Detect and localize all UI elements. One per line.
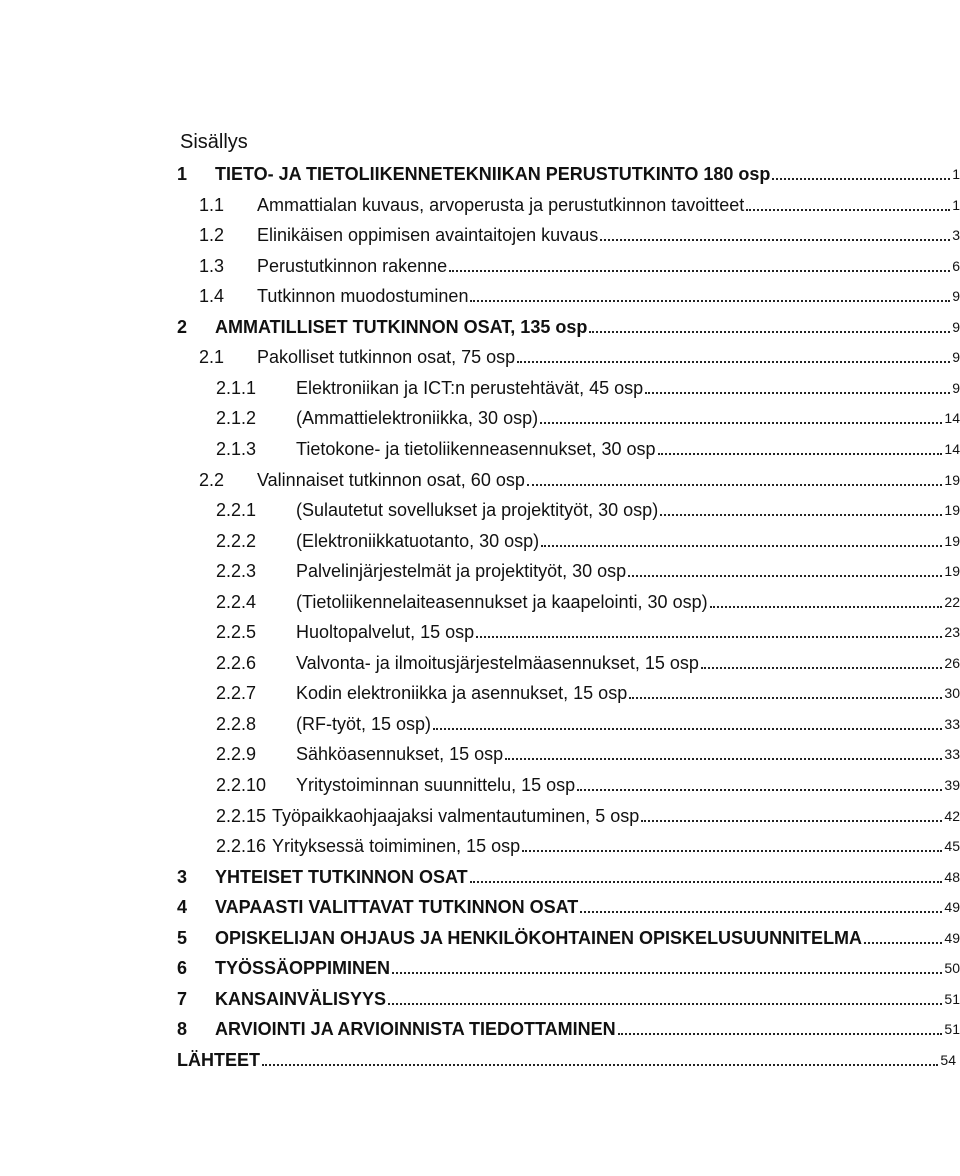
toc-entry-page-number: 3: [952, 227, 960, 244]
toc-entry-title: Ammattialan kuvaus, arvoperusta ja perustutkinnon tavoitteet: [257, 194, 745, 215]
toc-entry[interactable]: [0, 432, 960, 460]
toc-entry-page-number: 30: [944, 685, 960, 702]
toc-entry-number: 2.2.9: [216, 744, 257, 765]
toc-entry-page-number: 39: [944, 777, 960, 793]
toc-entry-title: YHTEISET TUTKINNON OSAT: [215, 866, 468, 887]
toc-dot-leader: [772, 178, 950, 180]
toc-dot-leader: [864, 942, 942, 944]
toc-entry[interactable]: [0, 890, 960, 918]
toc-entry-title: Valvonta- ja ilmoitusjärjestelmäasennukset, 15 osp: [296, 652, 699, 673]
toc-entry-number: 1.4: [199, 286, 225, 307]
toc-entry-page-number: 51: [944, 1021, 960, 1038]
toc-entry-number: 2.2.15: [216, 805, 267, 826]
toc-entry-title: Huoltopalvelut, 15 osp: [296, 622, 475, 643]
toc-entry-title: Tutkinnon muodostuminen: [257, 286, 469, 307]
toc-entry[interactable]: [0, 707, 960, 735]
toc-dot-leader: [433, 728, 942, 730]
toc-entry-title: ARVIOINTI JA ARVIOINNISTA TIEDOTTAMINEN: [215, 1019, 616, 1040]
toc-dot-leader: [600, 239, 950, 241]
toc-entry[interactable]: [0, 554, 960, 582]
toc-entry-page-number: 19: [944, 563, 960, 580]
toc-entry-page-number: 1: [952, 196, 960, 213]
toc-dot-leader: [618, 1033, 943, 1035]
toc-entry-page-number: 50: [944, 960, 960, 977]
toc-entry-page-number: 14: [944, 440, 960, 457]
toc-entry-page-number: 19: [944, 532, 960, 549]
toc-entry-number: 4: [177, 897, 188, 918]
toc-entry-number: 2.2.3: [216, 561, 257, 582]
toc-entry-title: Sähköasennukset, 15 osp: [296, 744, 504, 765]
toc-entry[interactable]: [0, 585, 960, 613]
toc-entry[interactable]: [0, 340, 960, 368]
toc-entry-page-number: 9: [952, 379, 960, 396]
toc-entry-number: 2.1.1: [216, 377, 257, 398]
toc-dot-leader: [710, 606, 943, 608]
toc-entry-number: 1.1: [199, 194, 225, 215]
toc-entry-number: 2.2.2: [216, 530, 257, 551]
toc-entry-number: 1.2: [199, 225, 225, 246]
toc-dot-leader: [746, 209, 950, 211]
toc-dot-leader: [541, 545, 942, 547]
toc-dot-leader: [540, 422, 942, 424]
toc-entry-number: 8: [177, 1019, 188, 1040]
toc-dot-leader: [629, 697, 942, 699]
toc-entry-page-number: 45: [944, 838, 960, 855]
toc-entry-number: 7: [177, 988, 188, 1009]
toc-entry-page-number: 48: [944, 868, 960, 885]
toc-dot-leader: [505, 758, 942, 760]
toc-entry-title: Työpaikkaohjaajaksi valmentautuminen, 5 osp: [272, 805, 640, 826]
toc-entry-number: 2.2.10: [216, 775, 267, 795]
toc-entry[interactable]: [0, 860, 960, 888]
toc-entry-title: (RF-työt, 15 osp): [296, 713, 432, 734]
toc-dot-leader: [262, 1064, 938, 1066]
toc-entry-page-number: 49: [944, 899, 960, 916]
toc-entry-title: (Tietoliikennelaiteasennukset ja kaapelointi, 30 osp): [296, 591, 708, 612]
toc-entry-title: Tietokone- ja tietoliikenneasennukset, 30 osp: [296, 438, 656, 459]
toc-entry[interactable]: [0, 249, 960, 277]
toc-entry[interactable]: [0, 737, 960, 765]
toc-entry-page-number: 9: [952, 288, 960, 305]
toc-entry-page-number: 19: [944, 502, 960, 519]
toc-entry-title: TYÖSSÄOPPIMINEN: [215, 958, 391, 979]
toc-entry-number: 2.2.5: [216, 622, 257, 643]
toc-dot-leader: [476, 636, 942, 638]
toc-dot-leader: [641, 820, 942, 822]
toc-entry[interactable]: [0, 463, 960, 491]
toc-entry-page-number: 54: [940, 1051, 956, 1068]
toc-entry-title: (Ammattielektroniikka, 30 osp): [296, 408, 539, 429]
toc-entry-title: VAPAASTI VALITTAVAT TUTKINNON OSAT: [215, 897, 579, 918]
toc-entry[interactable]: [0, 493, 960, 521]
toc-entry[interactable]: [0, 157, 960, 185]
toc-entry-number: 2.2.8: [216, 713, 257, 734]
toc-entry-page-number: 23: [944, 624, 960, 641]
toc-entry-title: Perustutkinnon rakenne: [257, 255, 448, 276]
toc-entry-number: 2.2.16: [216, 836, 267, 857]
toc-entry-number: 2: [177, 316, 188, 337]
toc-entry[interactable]: [0, 829, 960, 857]
toc-entry-page-number: 26: [944, 654, 960, 671]
toc-entry[interactable]: [0, 615, 960, 643]
toc-entry-title: Palvelinjärjestelmät ja projektityöt, 30 osp: [296, 561, 627, 582]
toc-entry-page-number: 33: [944, 715, 960, 732]
toc-entry-number: 2.1: [199, 347, 225, 368]
toc-entry-number: 1.3: [199, 255, 225, 276]
toc-entry-page-number: 1: [952, 166, 960, 182]
toc-entry[interactable]: [0, 951, 960, 979]
toc-entry-number: 2.2.7: [216, 683, 257, 704]
toc-entry-number: 6: [177, 958, 188, 979]
toc-entry-title: (Sulautetut sovellukset ja projektityöt, 30 osp): [296, 500, 659, 521]
toc-entry[interactable]: [0, 921, 960, 949]
toc-dot-leader: [470, 300, 950, 302]
toc-entry[interactable]: [0, 188, 960, 216]
toc-entry-title: Yrityksessä toimiminen, 15 osp: [272, 836, 521, 857]
toc-entry-number: 2.2.4: [216, 591, 257, 612]
toc-entry-title: TIETO- JA TIETOLIIKENNETEKNIIKAN PERUSTUTKINTO 180 osp: [215, 164, 771, 184]
toc-dot-leader: [645, 392, 950, 394]
toc-entry-number: 1: [177, 164, 188, 184]
toc-entry-page-number: 14: [944, 410, 960, 427]
toc-entry[interactable]: [0, 218, 960, 246]
toc-entry-title: LÄHTEET: [177, 1049, 260, 1070]
toc-entry[interactable]: [0, 982, 960, 1010]
toc-dot-leader: [660, 514, 942, 516]
toc-dot-leader: [577, 789, 942, 791]
toc-entry-page-number: 6: [952, 257, 960, 274]
toc-entry-page-number: 51: [944, 990, 960, 1007]
toc-entry-title: Valinnaiset tutkinnon osat, 60 osp: [257, 469, 525, 490]
toc-entry-page-number: 49: [944, 929, 960, 946]
toc-entry[interactable]: [0, 401, 960, 429]
toc-entry-number: 2.1.2: [216, 408, 257, 429]
toc-entry-title: Elinikäisen oppimisen avaintaitojen kuvaus: [257, 225, 599, 246]
toc-dot-leader: [388, 1003, 942, 1005]
toc-entry[interactable]: [0, 676, 960, 704]
toc-dot-leader: [527, 484, 943, 486]
toc-entry-title: Pakolliset tutkinnon osat, 75 osp: [257, 347, 516, 368]
toc-entry[interactable]: [0, 310, 960, 338]
toc-dot-leader: [470, 881, 943, 883]
toc-dot-leader: [517, 361, 950, 363]
toc-entry-page-number: 9: [952, 349, 960, 366]
toc-dot-leader: [589, 331, 950, 333]
toc-entry[interactable]: [0, 279, 960, 307]
toc-entry-page-number: 22: [944, 593, 960, 610]
toc-entry-title: KANSAINVÄLISYYS: [215, 988, 387, 1009]
toc-entry-title: Elektroniikan ja ICT:n perustehtävät, 45 osp: [296, 377, 644, 398]
toc-entry-number: 3: [177, 866, 188, 887]
toc-entry-page-number: 33: [944, 746, 960, 763]
toc-entry-number: 2.1.3: [216, 438, 257, 459]
toc-entry-title: OPISKELIJAN OHJAUS JA HENKILÖKOHTAINEN OPISKELUSUUNNITELMA: [215, 927, 863, 948]
toc-entry[interactable]: [0, 371, 960, 399]
toc-title: Sisällys: [180, 131, 248, 153]
toc-entry[interactable]: [0, 1012, 960, 1040]
toc-dot-leader: [628, 575, 942, 577]
toc-entry-page-number: 42: [944, 807, 960, 824]
toc-entry-number: 2.2.1: [216, 500, 257, 521]
toc-entry-title: AMMATILLISET TUTKINNON OSAT, 135 osp: [215, 316, 588, 337]
toc-entry-number: 5: [177, 927, 188, 948]
toc-entry[interactable]: [0, 1043, 956, 1071]
toc-entry[interactable]: [0, 799, 960, 827]
toc-entry-number: 2.2: [199, 469, 225, 490]
toc-entry[interactable]: [0, 524, 960, 552]
toc-dot-leader: [701, 667, 943, 669]
toc-entry-page-number: 9: [952, 318, 960, 335]
toc-entry-number: 2.2.6: [216, 652, 257, 673]
toc-entry-title: Kodin elektroniikka ja asennukset, 15 osp: [296, 683, 628, 704]
toc-entry[interactable]: [0, 768, 960, 796]
toc-dot-leader: [449, 270, 950, 272]
toc-dot-leader: [658, 453, 943, 455]
toc-entry-page-number: 19: [944, 471, 960, 488]
toc-entry-title: (Elektroniikkatuotanto, 30 osp): [296, 530, 540, 551]
toc-entry[interactable]: [0, 646, 960, 674]
toc-dot-leader: [392, 972, 942, 974]
toc-dot-leader: [522, 850, 942, 852]
toc-dot-leader: [580, 911, 942, 913]
toc-entry-title: Yritystoiminnan suunnittelu, 15 osp: [296, 775, 576, 795]
